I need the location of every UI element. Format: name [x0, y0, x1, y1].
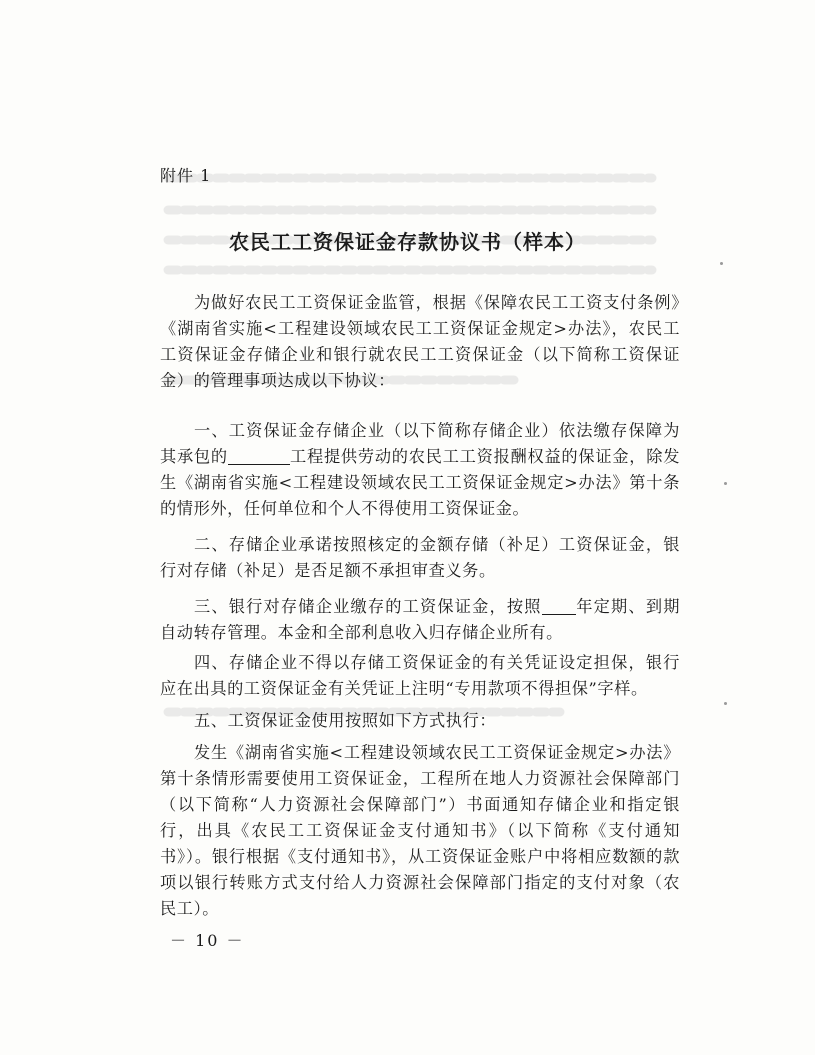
- clause-5-heading: 五、工资保证金使用按照如下方式执行：: [194, 711, 497, 730]
- clause-1-text-a: 一、工资保证金存储企业（以下简称存储企业）依法缴存保障为其承包的: [160, 421, 680, 466]
- clause-2-paragraph: 二、存储企业承诺按照核定的金额存储（补足）工资保证金，银行对存储（补足）是否足额不承担审查义务。: [160, 535, 680, 580]
- project-name-blank[interactable]: [228, 448, 290, 465]
- clause-3-text-b: 年定期、到期自动转存管理。本金和全部利息收入归存储企业所有。: [160, 597, 680, 642]
- attachment-label: 附件 1: [160, 166, 212, 185]
- scan-speck: [724, 702, 727, 705]
- clause-1-text-b: 工程提供劳动的农民工工资报酬权益的保证金，除发生《湖南省实施<工程建设领域农民工工资保证金规定>办法》第十条的情形外，任何单位和个人不得使用工资保证金。: [160, 447, 680, 518]
- clause-1-paragraph: [160, 418, 680, 522]
- clause-4-paragraph: 四、存储企业不得以存储工资保证金的有关凭证设定担保，银行应在出具的工资保证金有关凭证上注明“专用款项不得担保”字样。: [160, 653, 680, 698]
- scan-speck: [720, 262, 723, 265]
- document-title: 农民工工资保证金存款协议书（样本）: [229, 230, 586, 254]
- preamble-paragraph: 为做好农民工工资保证金监管，根据《保障农民工工资支付条例》《湖南省实施<工程建设领域农民工工资保证金规定>办法》，农民工工资保证金存储企业和银行就农民工工资保证金（以下简称工资保证金）的管理事项达成以下协议：: [160, 293, 680, 390]
- clause-5-body: 发生《湖南省实施<工程建设领域农民工工资保证金规定>办法》第十条情形需要使用工资保证金，工程所在地人力资源社会保障部门（以下简称“人力资源社会保障部门”）书面通知存储企业和指定银行，出具《农民工工资保证金支付通知书》（以下简称《支付通知书》）。银行根据《支付通知书》，从工资保证金账户中将相应数额的款项以银行转账方式支付给人力资源社会保障部门指定的支付对象（农民工）。: [160, 743, 680, 918]
- page-number: － 10 －: [170, 931, 245, 950]
- clause-3-text-a: 三、银行对存储企业缴存的工资保证金，按照: [194, 597, 542, 616]
- clause-3-paragraph: [160, 594, 680, 646]
- scan-speck: [724, 482, 727, 485]
- term-years-blank[interactable]: [542, 598, 576, 615]
